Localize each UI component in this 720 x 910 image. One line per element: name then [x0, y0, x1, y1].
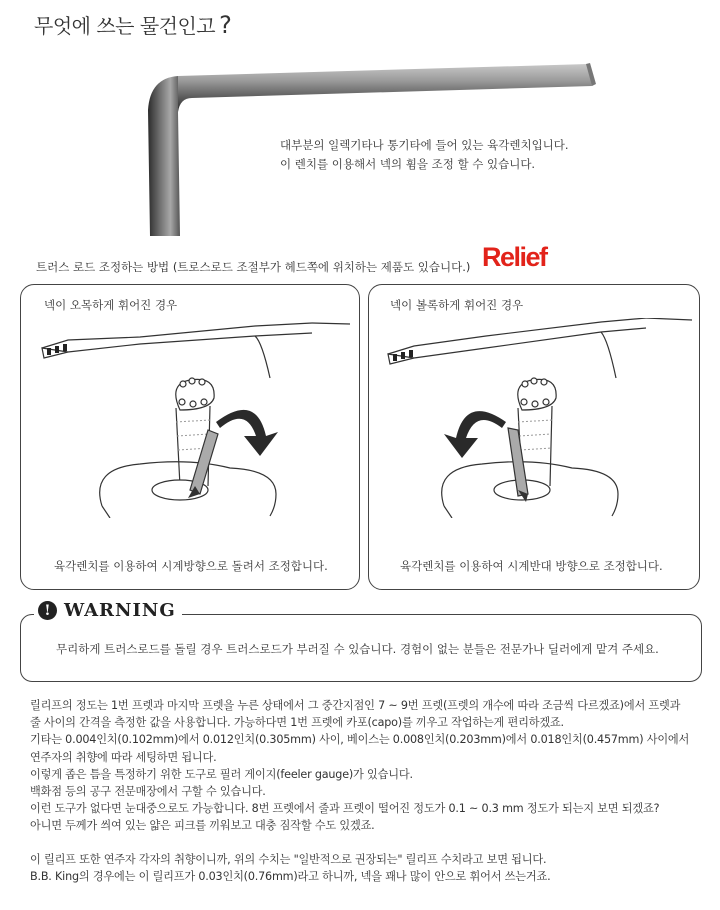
footer-line: B.B. King의 경우에는 이 릴리프가 0.03인치(0.76mm)라고 하니까, 넥을 꽤나 많이 안으로 휘어서 쓰는거죠. — [30, 869, 551, 883]
footer-line: 이 릴리프 또한 연주자 각자의 취향이니까, 위의 수치는 "일반적으로 권장되는" 릴리프 수치라고 보면 됩니다. — [30, 852, 547, 866]
relief-explanation — [30, 697, 710, 885]
intro-line: 이 렌치를 이용해서 넥의 휨을 조정 할 수 있습니다. — [280, 157, 536, 171]
warning-header — [34, 600, 182, 621]
body-line: 기타는 0.004인치(0.102mm)에서 0.012인치(0.305mm) 사이, 베이스는 0.008인치(0.203mm)에서 0.018인치(0.457mm) 사이에서 — [30, 733, 690, 747]
body-line: 백화점 등의 공구 전문매장에서 구할 수 있습니다. — [30, 785, 266, 799]
intro-line: 대부분의 일렉기타나 통기타에 들어 있는 육각렌치입니다. — [280, 138, 569, 152]
intro-text — [280, 136, 569, 174]
page-title-text: 무엇에 쓰는 물건인고 — [34, 14, 216, 38]
body-line: 릴리프의 정도는 1번 프렛과 마지막 프렛을 누른 상태에서 그 중간지점인 7 ~ 9번 프렛(프렛의 개수에 따라 조금씩 다르겠죠)에서 프렛과 — [30, 699, 681, 712]
guitar-diagram-counterclockwise — [376, 318, 694, 518]
panel-title-concave: 넥이 오목하게 휘어진 경우 — [44, 298, 178, 312]
panel-caption-clockwise: 육각렌치를 이용하여 시계방향으로 돌려서 조정합니다. — [54, 559, 328, 573]
page-title — [34, 10, 231, 39]
body-line: 이런 도구가 없다면 눈대중으로도 가능합니다. 8번 프렛에서 줄과 프렛이 떨어진 정도가 0.1 ~ 0.3 mm 정도가 되는지 보면 되겠죠? — [30, 802, 660, 816]
body-line: 줄 사이의 간격을 측정한 값을 사용합니다. 가능하다면 1번 프렛에 카포(capo)를 끼우고 작업하는게 편리하겠죠. — [30, 716, 564, 730]
warning-text: 무리하게 트러스로드를 돌릴 경우 트러스로드가 부러질 수 있습니다. 경험이 없는 분들은 전문가나 딜러에게 맡겨 주세요. — [56, 642, 659, 656]
panel-title-convex: 넥이 볼록하게 휘어진 경우 — [390, 298, 524, 312]
body-line: 연주자의 취향에 따라 세팅하면 됩니다. — [30, 750, 217, 764]
warning-icon: ! — [38, 601, 57, 620]
panel-caption-counterclockwise: 육각렌치를 이용하여 시계반대 방향으로 조정합니다. — [400, 559, 663, 573]
body-line: 아니면 두께가 씌여 있는 얇은 피크를 끼워보고 대충 짐작할 수도 있겠죠. — [30, 819, 375, 833]
page-title-mark: ? — [219, 11, 232, 39]
guitar-diagram-clockwise — [30, 318, 350, 518]
relief-label: Relief — [482, 242, 547, 272]
truss-rod-heading: 트러스 로드 조정하는 방법 (트로스로드 조절부가 헤드쪽에 위치하는 제품도 있습니다.) — [36, 260, 471, 274]
warning-title: WARNING — [64, 600, 176, 621]
paragraph-gap — [30, 835, 710, 851]
body-line: 이렇게 좁은 틈을 특정하기 위한 도구로 필러 게이지(feeler gauge)가 있습니다. — [30, 767, 413, 781]
